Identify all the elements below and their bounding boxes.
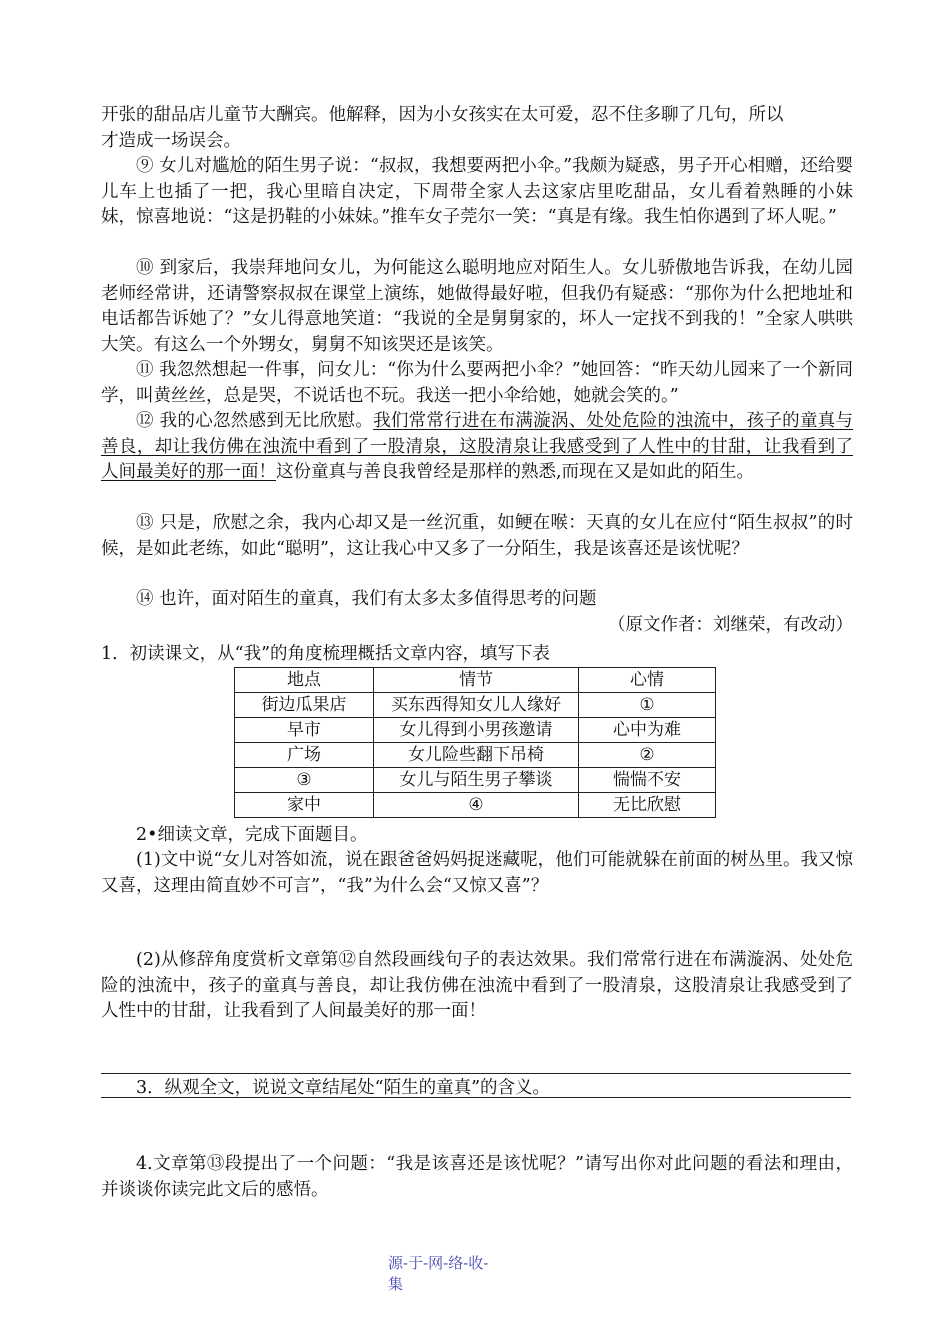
- answer-line: [101, 1097, 851, 1098]
- paragraph-10: ⑩ 到家后，我崇拜地问女儿，为何能这么聪明地应对陌生人。女儿骄傲地告诉我，在幼儿园老师经常讲，还请警察叔叔在课堂上演练，她做得最好啦，但我仍有疑惑：“那你为什么把地址和电话都告诉她了？”女儿得意地笑道：“我说的全是舅舅家的，坏人一定找不到我的！”全家人哄哄大笑。有这么一个外甥女，舅舅不知该哭还是该笑。: [101, 258, 853, 355]
- footer-line-1: 源-于-网-络-收-: [388, 1254, 489, 1272]
- question-2-part-1: (1)文中说“女儿对答如流，说在跟爸爸妈妈捉迷藏呢，他们可能就躲在前面的树丛里。我又惊又喜，这理由简直妙不可言”，“我”为什么会“又惊又喜”？: [101, 850, 853, 896]
- paragraph-13: ⑬ 只是，欣慰之余，我内心却又是一丝沉重，如鲠在喉：天真的女儿在应付“陌生叔叔”的时候，是如此老练，如此“聪明”，这让我心中又多了一分陌生，我是该喜还是该忧呢？: [101, 513, 853, 559]
- table-header-cell: 情节: [374, 668, 579, 693]
- answer-line: [101, 1073, 851, 1074]
- table-row: [235, 718, 716, 743]
- table-cell: ②: [579, 743, 716, 768]
- table-header-row: [235, 668, 716, 693]
- table-cell: 心中为难: [579, 718, 716, 743]
- table-cell: 买东西得知女儿人缘好: [374, 693, 579, 718]
- table-cell: ④: [374, 793, 579, 818]
- table-header-cell: 心情: [579, 668, 716, 693]
- table-cell: 无比欣慰: [579, 793, 716, 818]
- table-cell: 街边瓜果店: [235, 693, 374, 718]
- summary-table: [234, 667, 716, 818]
- table-header-cell: 地点: [235, 668, 374, 693]
- page-footer: [388, 1253, 538, 1295]
- table-cell: 家中: [235, 793, 374, 818]
- table-cell: 女儿险些翻下吊椅: [374, 743, 579, 768]
- question-4: 4.文章第⑬段提出了一个问题：“我是该喜还是该忧呢？”请写出你对此问题的看法和理由，并谈谈你读完此文后的感悟。: [101, 1154, 853, 1200]
- question-2: 2•细读文章，完成下面题目。: [136, 825, 368, 845]
- table-cell: 惴惴不安: [579, 768, 716, 793]
- table-cell: 女儿与陌生男子攀谈: [374, 768, 579, 793]
- table-cell: 女儿得到小男孩邀请: [374, 718, 579, 743]
- table-cell: 广场: [235, 743, 374, 768]
- paragraph-8-line-1: 开张的甜品店儿童节大酬宾。他解释，因为小女孩实在太可爱，忍不住多聊了几句，所以: [101, 105, 784, 125]
- paragraph-11: ⑪ 我忽然想起一件事，问女儿：“你为什么要两把小伞？”她回答：“昨天幼儿园来了一个新同学，叫黄丝丝，总是哭，不说话也不玩。我送一把小伞给她，她就会笑的。”: [101, 360, 853, 406]
- table-cell: ①: [579, 693, 716, 718]
- question-2-part-2: (2)从修辞角度赏析文章第⑫自然段画线句子的表达效果。我们常常行进在布满漩涡、处处危险的浊流中，孩子的童真与善良，却让我仿佛在浊流中看到了一股清泉，这股清泉让我感受到了人性中的甘甜，让我看到了人间最美好的那一面！: [101, 950, 853, 1021]
- footer-line-2: 集: [388, 1275, 404, 1293]
- paragraph-9: ⑨ 女儿对尴尬的陌生男子说：“叔叔，我想要两把小伞。”我颇为疑惑，男子开心相赠，还给婴儿车上也插了一把，我心里暗自决定，下周带全家人去这家店里吃甜品，女儿看着熟睡的小妹妹，惊喜地说：“这是扔鞋的小妹妹。”推车女子莞尔一笑：“真是有缘。我生怕你遇到了坏人呢。”: [101, 156, 853, 227]
- source-attribution: （原文作者：刘继荣，有改动）: [608, 615, 853, 635]
- table-row: [235, 693, 716, 718]
- paragraph-8-line-2: 才造成一场误会。: [101, 130, 241, 151]
- paragraph-14: ⑭ 也许，面对陌生的童真，我们有太多太多值得思考的问题: [136, 589, 597, 609]
- paragraph-12-end: 这份童真与善良我曾经是那样的熟悉,而现在又是如此的陌生。: [276, 462, 755, 482]
- table-cell: 早市: [235, 718, 374, 743]
- paragraph-8-continued: [101, 103, 853, 154]
- table-row: [235, 793, 716, 818]
- table-cell: ③: [235, 768, 374, 793]
- question-1: 1．初读课文，从“我”的角度梳理概括文章内容，填写下表: [101, 644, 551, 664]
- paragraph-12-start: ⑫ 我的心忽然感到无比欣慰。: [136, 411, 374, 431]
- table-row: [235, 768, 716, 793]
- paragraph-12: [101, 409, 853, 486]
- underlined-sentence: 我们常常行进在布满漩涡、处处危险的浊流中，孩子的童真与善良，却让我仿佛在浊流中看到了一股清泉，这股清泉让我感受到了人性中的甘甜，让我看到了人间最美好的那一面！: [101, 411, 854, 482]
- table-row: [235, 743, 716, 768]
- question-3: 3．纵观全文，说说文章结尾处“陌生的童真”的含义。: [136, 1078, 551, 1098]
